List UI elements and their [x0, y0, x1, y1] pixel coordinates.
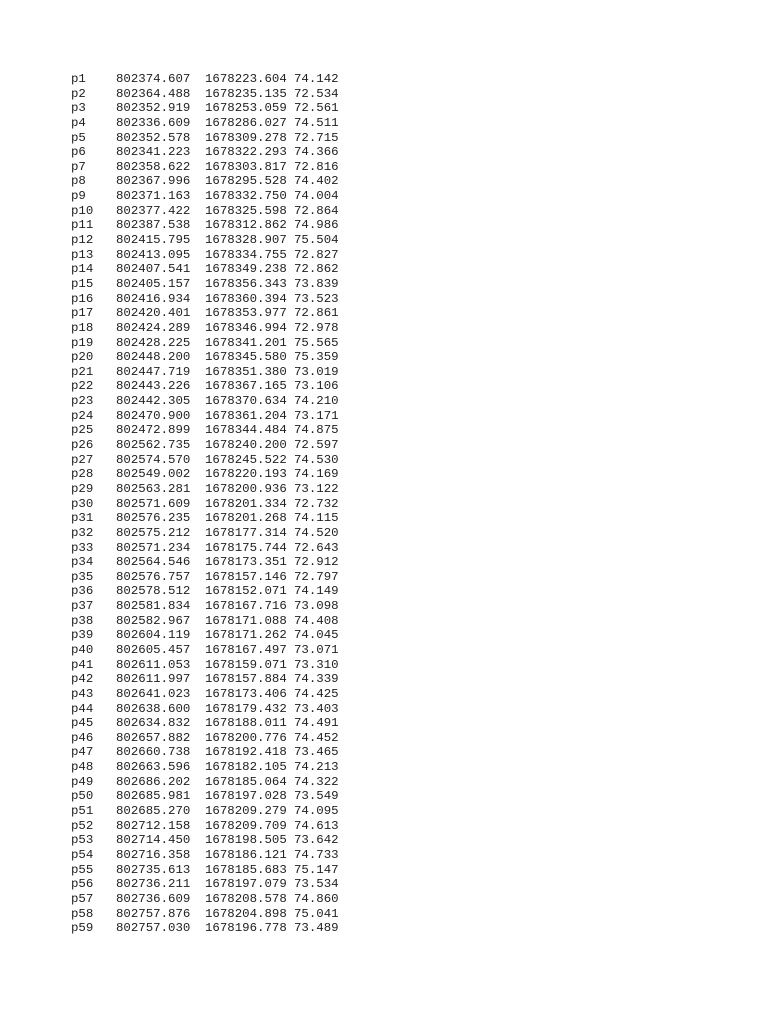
point-y: 1678171.262 [205, 628, 287, 643]
point-y: 1678303.817 [205, 159, 287, 174]
point-x: 802336.609 [116, 115, 191, 130]
point-x: 802367.996 [116, 174, 191, 189]
table-row [71, 131, 344, 146]
point-z: 74.210 [294, 394, 339, 409]
point-z: 72.864 [294, 203, 339, 218]
point-y: 1678208.578 [205, 891, 287, 906]
point-id: p14 [71, 262, 94, 277]
point-x: 802575.212 [116, 525, 191, 540]
point-x: 802716.358 [116, 847, 191, 862]
point-x: 802352.919 [116, 101, 191, 116]
point-x: 802757.876 [116, 906, 191, 921]
point-y: 1678192.418 [205, 745, 287, 760]
point-x: 802663.596 [116, 760, 191, 775]
point-y: 1678286.027 [205, 115, 287, 130]
point-x: 802424.289 [116, 320, 191, 335]
point-id: p45 [71, 716, 94, 731]
point-id: p15 [71, 276, 94, 291]
point-id: p39 [71, 628, 94, 643]
point-id: p59 [71, 921, 94, 936]
point-x: 802371.163 [116, 189, 191, 204]
point-y: 1678201.268 [205, 511, 287, 526]
point-x: 802443.226 [116, 379, 191, 394]
table-row [71, 306, 344, 321]
table-row [71, 160, 344, 175]
table-row [71, 716, 344, 731]
table-row [71, 687, 344, 702]
point-y: 1678186.121 [205, 847, 287, 862]
table-row [71, 438, 344, 453]
point-z: 74.425 [294, 686, 339, 701]
table-row [71, 614, 344, 629]
point-y: 1678185.064 [205, 774, 287, 789]
point-x: 802735.613 [116, 862, 191, 877]
table-row [71, 628, 344, 643]
table-row [71, 145, 344, 160]
point-x: 802576.235 [116, 511, 191, 526]
point-x: 802611.053 [116, 657, 191, 672]
point-id: p25 [71, 423, 94, 438]
point-y: 1678185.683 [205, 862, 287, 877]
point-y: 1678349.238 [205, 262, 287, 277]
point-y: 1678361.204 [205, 408, 287, 423]
point-id: p48 [71, 760, 94, 775]
point-x: 802472.899 [116, 423, 191, 438]
point-id: p42 [71, 672, 94, 687]
point-z: 73.489 [294, 921, 339, 936]
table-row [71, 248, 344, 263]
point-y: 1678198.505 [205, 833, 287, 848]
point-x: 802442.305 [116, 394, 191, 409]
point-y: 1678200.776 [205, 730, 287, 745]
point-z: 74.213 [294, 760, 339, 775]
table-row [71, 174, 344, 189]
point-x: 802387.538 [116, 218, 191, 233]
point-x: 802578.512 [116, 584, 191, 599]
point-id: p49 [71, 774, 94, 789]
point-id: p57 [71, 891, 94, 906]
point-z: 74.045 [294, 628, 339, 643]
point-id: p29 [71, 481, 94, 496]
point-z: 73.534 [294, 877, 339, 892]
point-y: 1678235.135 [205, 86, 287, 101]
point-y: 1678312.862 [205, 218, 287, 233]
point-id: p44 [71, 701, 94, 716]
point-x: 802415.795 [116, 233, 191, 248]
point-id: p55 [71, 862, 94, 877]
point-x: 802736.609 [116, 891, 191, 906]
table-row [71, 277, 344, 292]
table-row [71, 409, 344, 424]
point-id: p46 [71, 730, 94, 745]
point-z: 72.827 [294, 247, 339, 262]
table-row [71, 731, 344, 746]
point-x: 802736.211 [116, 877, 191, 892]
point-z: 72.597 [294, 438, 339, 453]
point-z: 72.816 [294, 159, 339, 174]
point-x: 802685.981 [116, 789, 191, 804]
point-z: 74.115 [294, 511, 339, 526]
table-row [71, 921, 344, 936]
point-z: 72.978 [294, 320, 339, 335]
point-z: 74.520 [294, 525, 339, 540]
table-row [71, 658, 344, 673]
point-y: 1678295.528 [205, 174, 287, 189]
point-z: 72.561 [294, 101, 339, 116]
point-x: 802407.541 [116, 262, 191, 277]
point-id: p3 [71, 101, 86, 116]
point-z: 72.534 [294, 86, 339, 101]
table-row [71, 394, 344, 409]
table-row [71, 511, 344, 526]
point-y: 1678173.351 [205, 555, 287, 570]
point-x: 802638.600 [116, 701, 191, 716]
point-id: p38 [71, 613, 94, 628]
table-row [71, 189, 344, 204]
point-z: 73.642 [294, 833, 339, 848]
point-z: 74.613 [294, 818, 339, 833]
point-x: 802564.546 [116, 555, 191, 570]
point-x: 802374.607 [116, 72, 191, 86]
point-z: 74.142 [294, 72, 339, 86]
point-id: p33 [71, 540, 94, 555]
point-id: p56 [71, 877, 94, 892]
point-y: 1678351.380 [205, 364, 287, 379]
point-id: p12 [71, 233, 94, 248]
table-row [71, 775, 344, 790]
point-y: 1678223.604 [205, 72, 287, 86]
point-x: 802686.202 [116, 774, 191, 789]
table-row [71, 453, 344, 468]
table-row [71, 570, 344, 585]
table-row [71, 72, 344, 87]
point-x: 802416.934 [116, 291, 191, 306]
point-y: 1678353.977 [205, 306, 287, 321]
point-y: 1678341.201 [205, 335, 287, 350]
point-y: 1678182.105 [205, 760, 287, 775]
point-id: p9 [71, 189, 86, 204]
point-z: 75.359 [294, 350, 339, 365]
points-table [71, 72, 344, 936]
point-id: p54 [71, 847, 94, 862]
point-id: p43 [71, 686, 94, 701]
point-z: 73.019 [294, 364, 339, 379]
point-z: 73.403 [294, 701, 339, 716]
point-x: 802448.200 [116, 350, 191, 365]
point-x: 802428.225 [116, 335, 191, 350]
point-x: 802582.967 [116, 613, 191, 628]
point-y: 1678175.744 [205, 540, 287, 555]
point-id: p19 [71, 335, 94, 350]
point-z: 74.339 [294, 672, 339, 687]
point-z: 74.875 [294, 423, 339, 438]
point-y: 1678152.071 [205, 584, 287, 599]
point-id: p23 [71, 394, 94, 409]
table-row [71, 87, 344, 102]
point-id: p52 [71, 818, 94, 833]
point-x: 802420.401 [116, 306, 191, 321]
point-id: p11 [71, 218, 94, 233]
point-id: p5 [71, 130, 86, 145]
point-z: 73.071 [294, 642, 339, 657]
point-y: 1678344.484 [205, 423, 287, 438]
point-y: 1678197.028 [205, 789, 287, 804]
point-x: 802352.578 [116, 130, 191, 145]
point-id: p24 [71, 408, 94, 423]
point-y: 1678200.936 [205, 481, 287, 496]
point-y: 1678209.709 [205, 818, 287, 833]
point-x: 802341.223 [116, 145, 191, 160]
point-y: 1678201.334 [205, 496, 287, 511]
point-id: p20 [71, 350, 94, 365]
point-z: 74.402 [294, 174, 339, 189]
point-z: 74.452 [294, 730, 339, 745]
point-z: 74.149 [294, 584, 339, 599]
point-x: 802757.030 [116, 921, 191, 936]
point-id: p18 [71, 320, 94, 335]
table-row [71, 702, 344, 717]
point-id: p53 [71, 833, 94, 848]
table-row [71, 745, 344, 760]
point-id: p22 [71, 379, 94, 394]
point-y: 1678167.716 [205, 599, 287, 614]
point-y: 1678245.522 [205, 452, 287, 467]
point-y: 1678328.907 [205, 233, 287, 248]
table-row [71, 584, 344, 599]
point-y: 1678332.750 [205, 189, 287, 204]
point-x: 802641.023 [116, 686, 191, 701]
point-z: 72.861 [294, 306, 339, 321]
point-id: p31 [71, 511, 94, 526]
point-z: 75.504 [294, 233, 339, 248]
point-id: p37 [71, 599, 94, 614]
point-id: p41 [71, 657, 94, 672]
point-z: 74.511 [294, 115, 339, 130]
point-z: 73.098 [294, 599, 339, 614]
point-y: 1678159.071 [205, 657, 287, 672]
table-row [71, 336, 344, 351]
table-row [71, 423, 344, 438]
point-y: 1678356.343 [205, 276, 287, 291]
point-y: 1678220.193 [205, 467, 287, 482]
table-row [71, 292, 344, 307]
point-y: 1678204.898 [205, 906, 287, 921]
point-z: 74.408 [294, 613, 339, 628]
point-x: 802604.119 [116, 628, 191, 643]
point-id: p51 [71, 804, 94, 819]
table-row [71, 350, 344, 365]
point-y: 1678197.079 [205, 877, 287, 892]
table-row [71, 116, 344, 131]
point-x: 802377.422 [116, 203, 191, 218]
table-row [71, 789, 344, 804]
point-x: 802447.719 [116, 364, 191, 379]
table-row [71, 321, 344, 336]
table-row [71, 218, 344, 233]
point-y: 1678253.059 [205, 101, 287, 116]
point-x: 802405.157 [116, 276, 191, 291]
point-x: 802576.757 [116, 569, 191, 584]
point-y: 1678240.200 [205, 438, 287, 453]
point-x: 802714.450 [116, 833, 191, 848]
point-y: 1678309.278 [205, 130, 287, 145]
point-z: 73.310 [294, 657, 339, 672]
point-z: 72.715 [294, 130, 339, 145]
point-id: p58 [71, 906, 94, 921]
point-id: p32 [71, 525, 94, 540]
table-row [71, 907, 344, 922]
point-x: 802358.622 [116, 159, 191, 174]
point-z: 73.106 [294, 379, 339, 394]
point-y: 1678177.314 [205, 525, 287, 540]
point-x: 802581.834 [116, 599, 191, 614]
point-x: 802571.234 [116, 540, 191, 555]
point-z: 73.839 [294, 276, 339, 291]
point-z: 74.322 [294, 774, 339, 789]
table-row [71, 262, 344, 277]
point-y: 1678345.580 [205, 350, 287, 365]
point-x: 802685.270 [116, 804, 191, 819]
table-row [71, 497, 344, 512]
point-z: 74.986 [294, 218, 339, 233]
point-id: p26 [71, 438, 94, 453]
table-row [71, 233, 344, 248]
point-z: 75.565 [294, 335, 339, 350]
point-id: p30 [71, 496, 94, 511]
point-z: 74.860 [294, 891, 339, 906]
point-y: 1678173.406 [205, 686, 287, 701]
point-x: 802574.570 [116, 452, 191, 467]
point-x: 802364.488 [116, 86, 191, 101]
point-z: 74.733 [294, 847, 339, 862]
point-x: 802634.832 [116, 716, 191, 731]
point-id: p7 [71, 159, 86, 174]
point-id: p6 [71, 145, 86, 160]
table-row [71, 804, 344, 819]
point-id: p1 [71, 72, 86, 86]
point-z: 73.523 [294, 291, 339, 306]
point-z: 72.912 [294, 555, 339, 570]
point-x: 802660.738 [116, 745, 191, 760]
table-row [71, 892, 344, 907]
point-x: 802549.002 [116, 467, 191, 482]
point-y: 1678322.293 [205, 145, 287, 160]
point-z: 74.491 [294, 716, 339, 731]
point-x: 802562.735 [116, 438, 191, 453]
point-y: 1678370.634 [205, 394, 287, 409]
point-id: p27 [71, 452, 94, 467]
table-row [71, 555, 344, 570]
point-x: 802571.609 [116, 496, 191, 511]
point-id: p16 [71, 291, 94, 306]
point-id: p50 [71, 789, 94, 804]
point-id: p47 [71, 745, 94, 760]
point-z: 74.366 [294, 145, 339, 160]
table-row [71, 848, 344, 863]
point-z: 72.797 [294, 569, 339, 584]
point-z: 72.643 [294, 540, 339, 555]
point-id: p8 [71, 174, 86, 189]
table-row [71, 379, 344, 394]
point-z: 74.004 [294, 189, 339, 204]
point-id: p4 [71, 115, 86, 130]
point-id: p35 [71, 569, 94, 584]
point-id: p17 [71, 306, 94, 321]
point-z: 75.041 [294, 906, 339, 921]
point-x: 802470.900 [116, 408, 191, 423]
table-row [71, 467, 344, 482]
point-id: p28 [71, 467, 94, 482]
table-row [71, 819, 344, 834]
point-y: 1678157.146 [205, 569, 287, 584]
point-z: 74.169 [294, 467, 339, 482]
point-z: 75.147 [294, 862, 339, 877]
point-z: 72.862 [294, 262, 339, 277]
point-y: 1678188.011 [205, 716, 287, 731]
point-x: 802605.457 [116, 642, 191, 657]
table-row [71, 101, 344, 116]
table-row [71, 365, 344, 380]
point-y: 1678325.598 [205, 203, 287, 218]
point-z: 73.549 [294, 789, 339, 804]
point-id: p40 [71, 642, 94, 657]
point-id: p21 [71, 364, 94, 379]
point-z: 72.732 [294, 496, 339, 511]
table-row [71, 541, 344, 556]
table-row [71, 833, 344, 848]
point-x: 802563.281 [116, 481, 191, 496]
point-z: 73.122 [294, 481, 339, 496]
point-y: 1678367.165 [205, 379, 287, 394]
table-row [71, 599, 344, 614]
table-row [71, 204, 344, 219]
point-y: 1678209.279 [205, 804, 287, 819]
point-z: 74.095 [294, 804, 339, 819]
point-y: 1678157.884 [205, 672, 287, 687]
point-y: 1678334.755 [205, 247, 287, 262]
point-x: 802657.882 [116, 730, 191, 745]
point-y: 1678346.994 [205, 320, 287, 335]
point-id: p10 [71, 203, 94, 218]
table-row [71, 526, 344, 541]
point-y: 1678179.432 [205, 701, 287, 716]
point-y: 1678360.394 [205, 291, 287, 306]
point-x: 802611.997 [116, 672, 191, 687]
point-y: 1678196.778 [205, 921, 287, 936]
table-row [71, 877, 344, 892]
point-id: p34 [71, 555, 94, 570]
point-x: 802712.158 [116, 818, 191, 833]
table-row [71, 760, 344, 775]
point-id: p2 [71, 86, 86, 101]
point-z: 73.465 [294, 745, 339, 760]
point-z: 73.171 [294, 408, 339, 423]
point-z: 74.530 [294, 452, 339, 467]
table-row [71, 863, 344, 878]
table-row [71, 643, 344, 658]
table-row [71, 482, 344, 497]
point-id: p36 [71, 584, 94, 599]
point-y: 1678171.088 [205, 613, 287, 628]
point-x: 802413.095 [116, 247, 191, 262]
point-y: 1678167.497 [205, 642, 287, 657]
point-id: p13 [71, 247, 94, 262]
table-row [71, 672, 344, 687]
